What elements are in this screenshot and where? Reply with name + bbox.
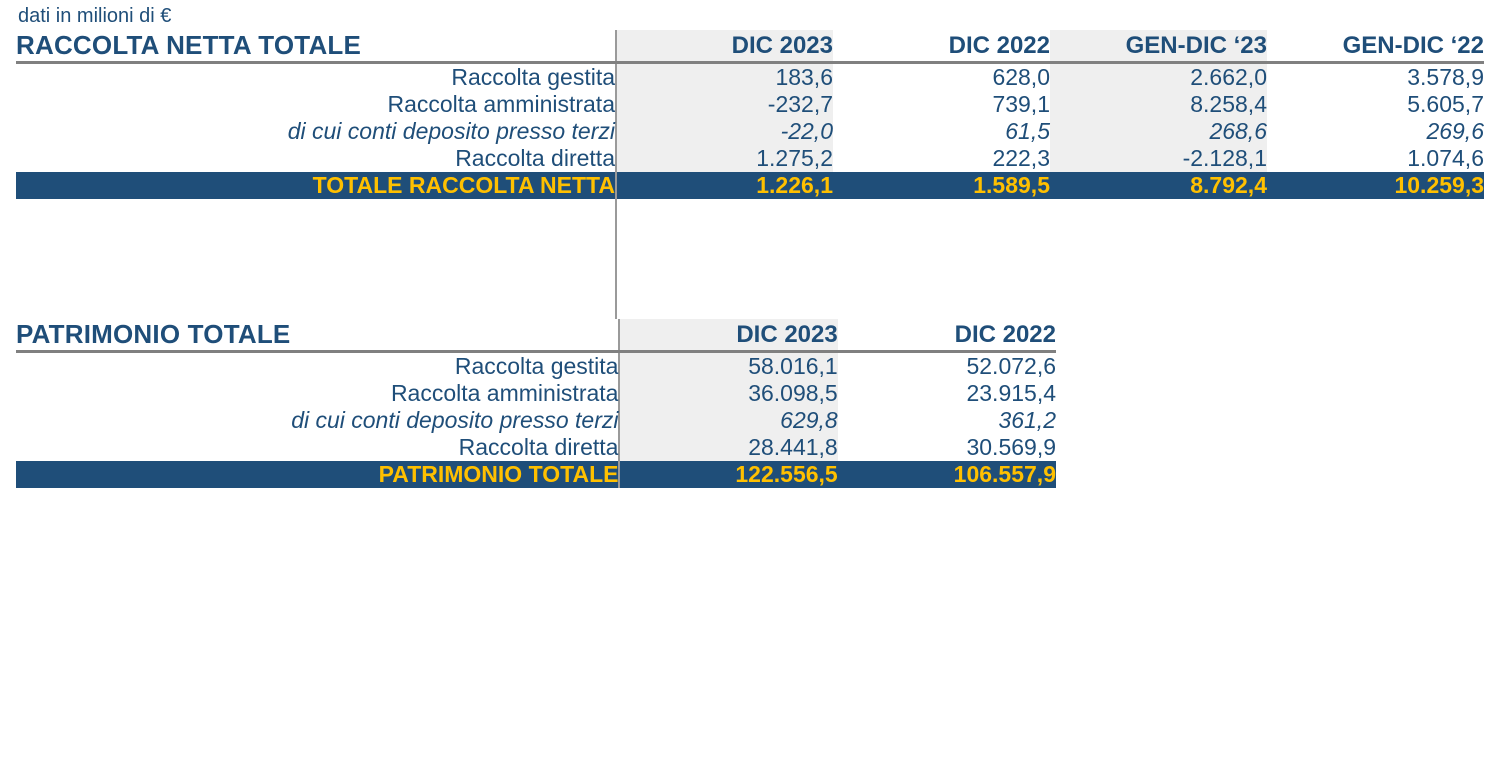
table-row (16, 145, 1484, 172)
row-value: 629,8 (619, 407, 837, 434)
table-raccolta-netta-totale (16, 30, 1484, 199)
row-value: 52.072,6 (966, 353, 1056, 379)
column-header-gen-dic-23: GEN-DIC ‘23 (1050, 30, 1267, 63)
table-total-row-patrimonio (16, 461, 1056, 488)
table-title-raccolta: RACCOLTA NETTA TOTALE (16, 30, 616, 63)
row-value: 628,0 (992, 64, 1050, 90)
row-label: Raccolta diretta (458, 434, 619, 460)
table-row (16, 118, 1484, 145)
row-value: 739,1 (992, 91, 1050, 117)
row-value: 23.915,4 (966, 380, 1056, 406)
row-label: di cui conti deposito presso terzi (287, 118, 615, 144)
spacer-cell (1267, 199, 1484, 319)
row-label: Raccolta amministrata (387, 91, 615, 117)
total-label: PATRIMONIO TOTALE (16, 461, 619, 488)
row-value: 30.569,9 (966, 434, 1056, 460)
row-value: 1.275,2 (616, 145, 833, 172)
total-value: 122.556,5 (619, 461, 837, 488)
row-value: 5.605,7 (1407, 91, 1484, 117)
row-value: 222,3 (992, 145, 1050, 171)
spacer-cell (1050, 199, 1267, 319)
column-header-dic-2023: DIC 2023 (619, 319, 837, 352)
total-value: 1.589,5 (833, 172, 1050, 199)
column-header-dic-2023: DIC 2023 (616, 30, 833, 63)
row-value: 268,6 (1050, 118, 1267, 145)
row-label: Raccolta amministrata (390, 380, 619, 406)
total-label: TOTALE RACCOLTA NETTA (16, 172, 616, 199)
table-row (16, 434, 1056, 461)
row-value: 269,6 (1426, 118, 1484, 144)
column-header-dic-2022: DIC 2022 (833, 30, 1050, 63)
table-header-row (16, 319, 1056, 352)
table-row (16, 63, 1484, 92)
table-row (16, 407, 1056, 434)
table-row (16, 352, 1056, 381)
row-value: -2.128,1 (1050, 145, 1267, 172)
row-value: 28.441,8 (619, 434, 837, 461)
table-header-row (16, 30, 1484, 63)
table-spacer (16, 199, 1484, 319)
row-label: Raccolta gestita (454, 353, 619, 379)
table-row (16, 380, 1056, 407)
row-value: -232,7 (616, 91, 833, 118)
row-value: 361,2 (998, 407, 1056, 433)
row-value: 36.098,5 (619, 380, 837, 407)
row-value: -22,0 (616, 118, 833, 145)
total-value: 106.557,9 (838, 461, 1056, 488)
row-label: Raccolta diretta (455, 145, 615, 171)
table-patrimonio-totale (16, 319, 1056, 488)
spacer-cell (616, 199, 833, 319)
table-row (16, 91, 1484, 118)
row-label: di cui conti deposito presso terzi (291, 407, 619, 433)
spacer-cell (16, 199, 616, 319)
table-total-row-raccolta (16, 172, 1484, 199)
spacer-cell (833, 199, 1050, 319)
units-caption: dati in milioni di € (18, 5, 172, 27)
table-title-patrimonio: PATRIMONIO TOTALE (16, 319, 619, 352)
row-value: 58.016,1 (619, 352, 837, 381)
row-value: 8.258,4 (1050, 91, 1267, 118)
spacer-row (16, 199, 1484, 319)
total-value: 1.226,1 (616, 172, 833, 199)
row-value: 1.074,6 (1407, 145, 1484, 171)
total-value: 8.792,4 (1050, 172, 1267, 199)
row-value: 61,5 (1005, 118, 1050, 144)
row-value: 3.578,9 (1407, 64, 1484, 90)
row-value: 2.662,0 (1050, 63, 1267, 92)
row-value: 183,6 (616, 63, 833, 92)
total-value: 10.259,3 (1267, 172, 1484, 199)
column-header-gen-dic-22: GEN-DIC ‘22 (1267, 30, 1484, 63)
row-label: Raccolta gestita (451, 64, 615, 90)
column-header-dic-2022: DIC 2022 (838, 319, 1056, 352)
